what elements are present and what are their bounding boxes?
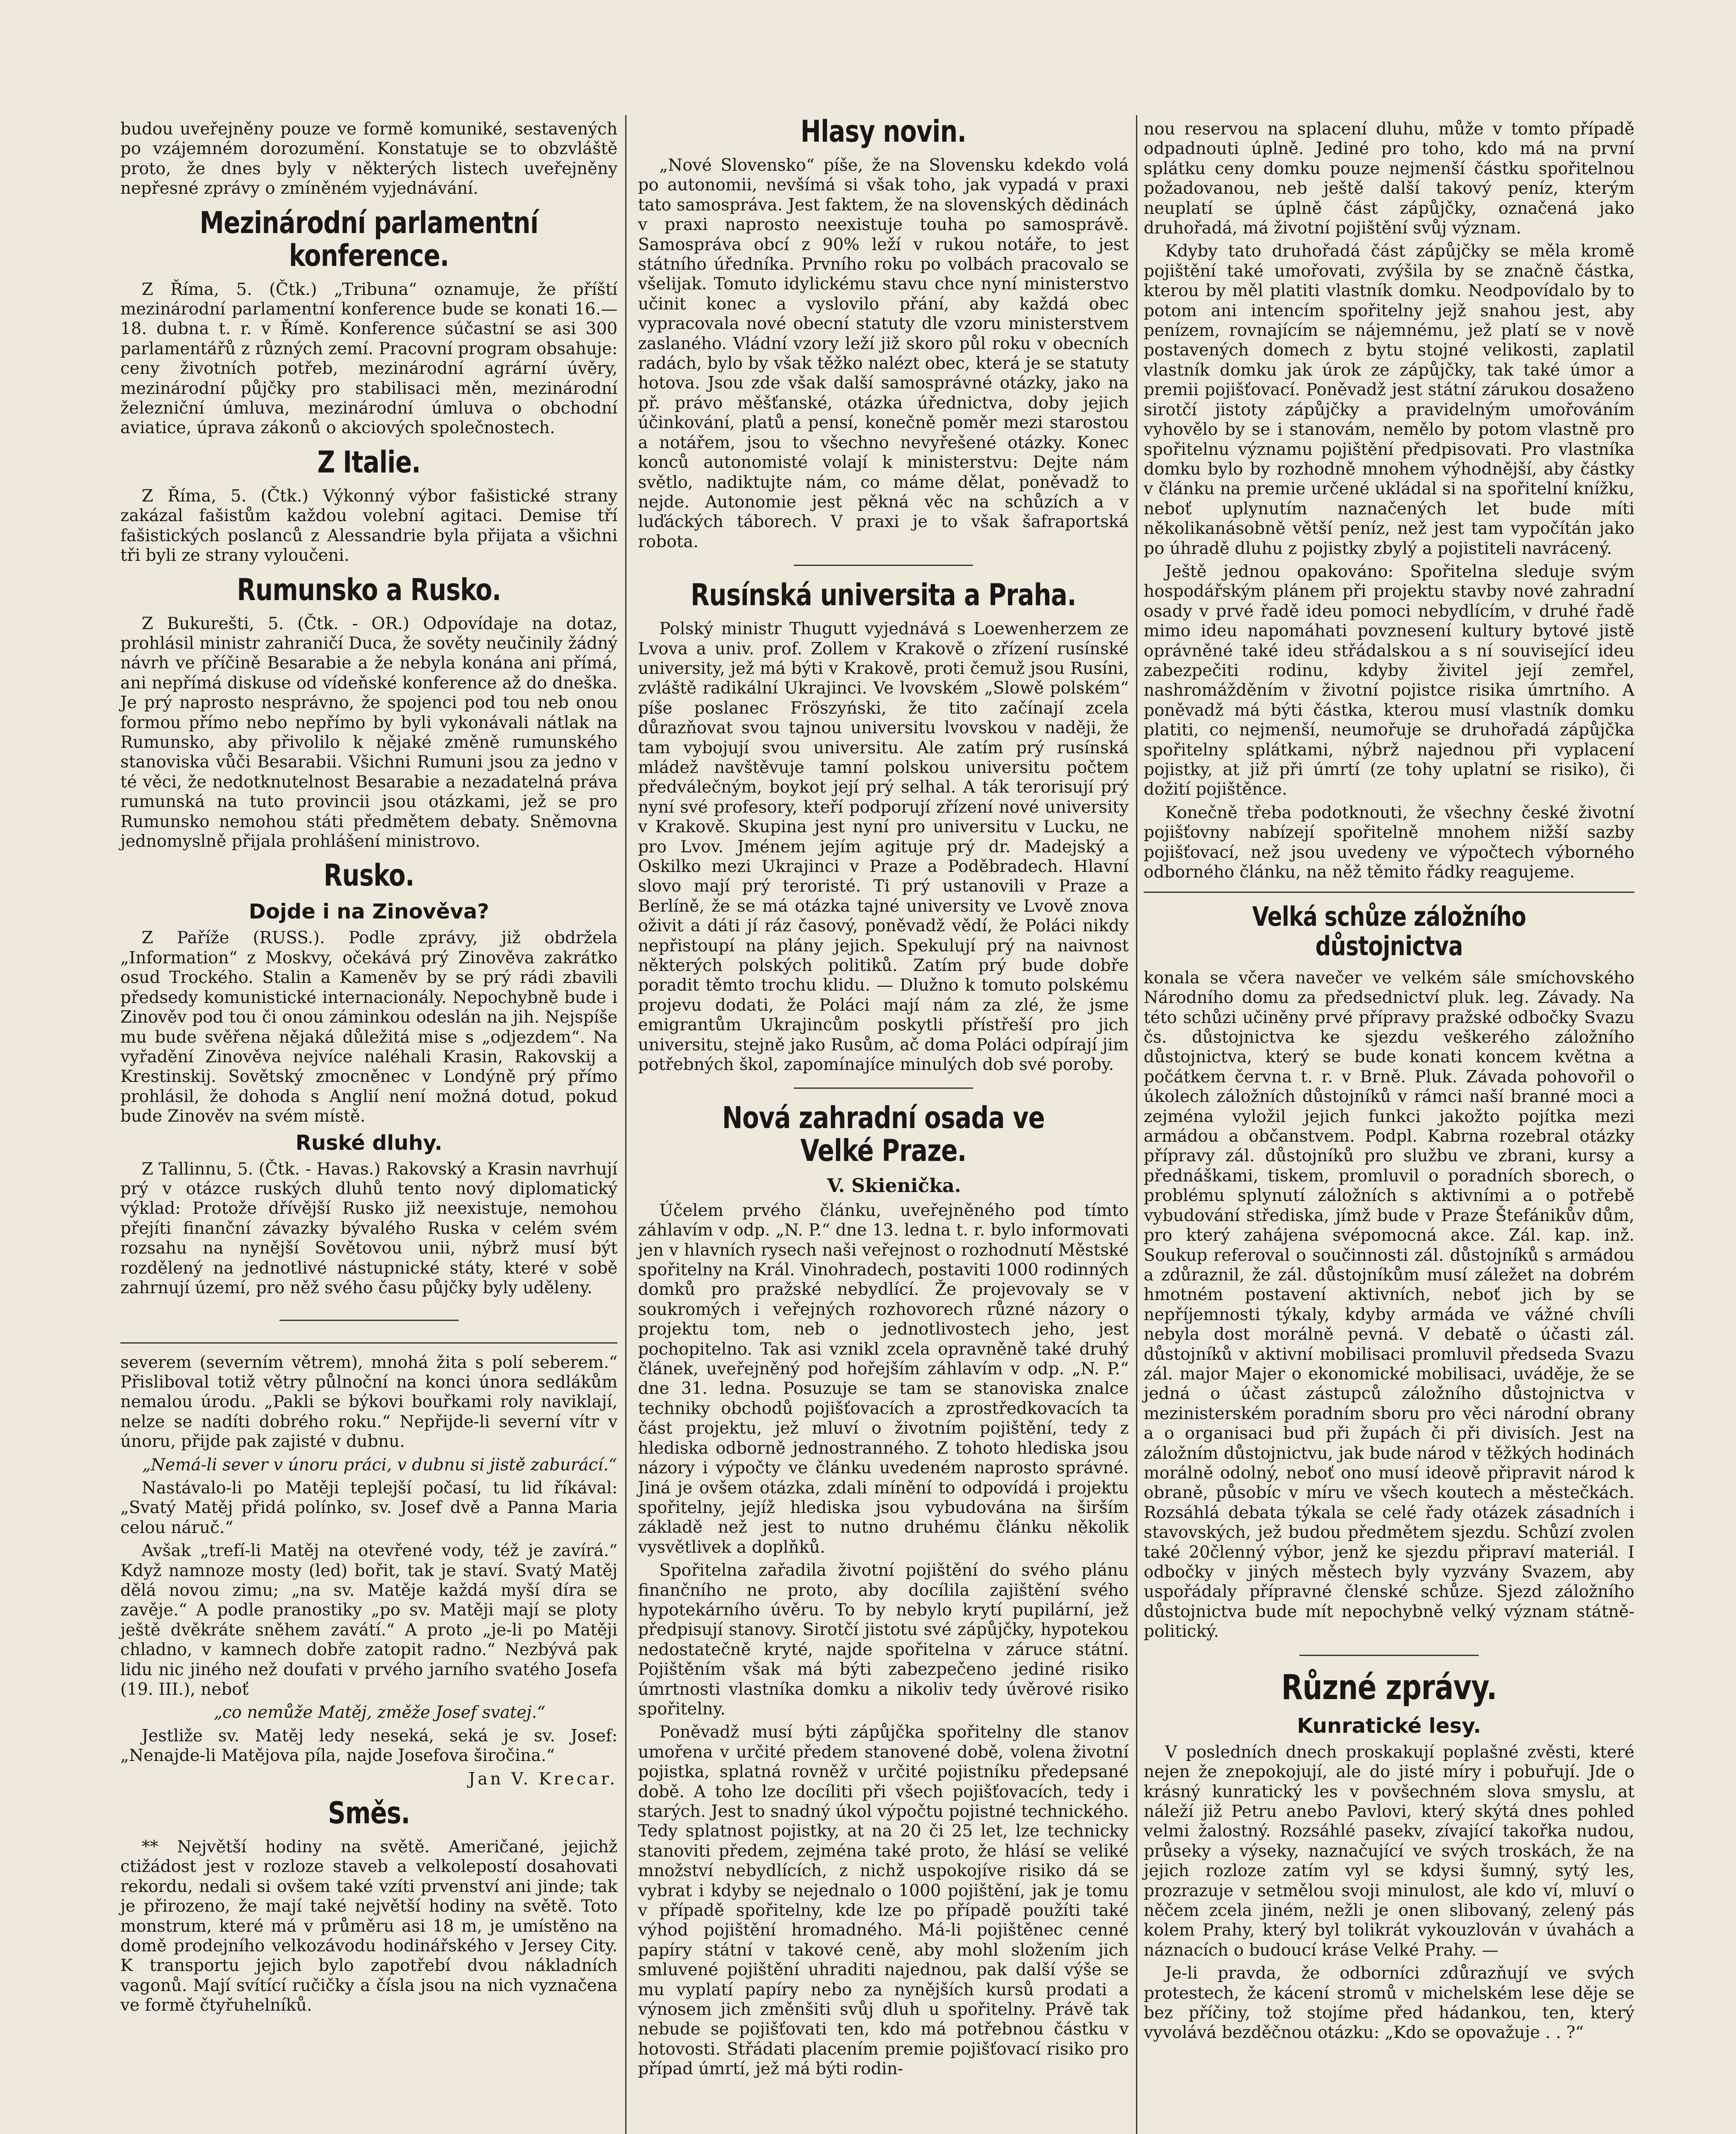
reserve-officers-article: konala se včera navečer ve velkém sále smíchovského Národního domu za předsednictví pluk. leg. Závady. Na této schůzi učiněny prvé přípravy pražské odbočky Svazu čs. důstojnictva ke sjezdu veškerého záložního důstojnictva, který se bude konati koncem května a počátkem června t. r. v Brně. Pluk. Závada pohovořil o úkolech záložních důstojníků v rámci naší branné moci a zejména vyložil jejich funkci jakožto pojítka mezi armádou a občanstvem. Podpl. Kabrna rozebral otázky přípravy zál. důstojníků pro službu ve zbrani, kursy a přednáškami, tiskem, promluvil o poradních sborech, o problému splynutí záložních s aktivními a o potřebě vybudování střediska, jímž bude v Praze Štefánikův dům, pro který zahájena svépomocná akce. Zál. kap. inž. Soukup referoval o součinnosti zál. důstojníků s armádou a zdůraznil, že zál. důstojníkům musí záležet na dobrém hmotném postavení aktivních, neboť jich by se nepříjemnosti týkaly, kdyby armáda ve vážné chvíli nebyla dost morálně pevná. V debatě o účasti zál. důstojníků v aktivní mobilisaci promluvil předseda Svazu zál. major Majer o ekonomické mobilisaci, uváděje, že se jedná o účast zástupců záložního důstojnictva v mezinisterském poradním sboru pro věci národní obrany a o organisaci bud při župách či při divisích. Jest na záložním důstojnictvu, jak bude národ v těžkých hodinách morálně odolný, neboť ono musí ideově připravit národ k obraně, působíc v míru ve všech koutech a městečkách. Rozsáhlá debata týkala se celé řady otázek zásadních i stavovských, jež budou předmětem sjezdu. Schůzí zvolen také 20členný výbor, jenž ke sjezdu připraví materiál. I odbočky v jiných městech byly vyzvány Svazem, aby uspořádaly přípravné členské schůze. Sjezd záložního důstojnictva bude mít nepochybně velký význam státně-politický. — [1144, 968, 1634, 1641]
kunratice-forest-paragraph: V posledních dnech proskakují poplašné zvěsti, které nejen že znepokojují, ale do jisté míry i pobuřují. Jde o krásný kunratický les v povšechném slova smyslu, at náleží již Petru anebo Pavlovi, který skýtá dnes pohled velmi žalostný. Rozsáhlé pasekv, zívající takořka nudou, průseky a výseky, naznačující ve svých troskách, že na jejich rozloze zatím vyl se kdysi šumný, sytý les, prozrazuje v setmělou svoji minulost, ale kdo ví, mluví o něčem zcela jiném, nežli je onen slibovaný, zelený pás kolem Prahy, který byl tolikrát vykouzlován v úvahách a náznacích o budoucí kráse Velké Prahy. — — [1144, 1742, 1634, 1960]
matej-paragraph: severem (severním větrem), mnohá žita s polí seberem.“ Přisliboval totiž větry půlnoční na konci února sedlákům nemalou úrodu. „Pakli se býkovi bouřkami roly naviklají, nelze se nadíti dobrého roku.“ Nepřijde-li severní vítr v únoru, přijde pak zajisté v dubnu. — [120, 1353, 618, 1452]
reserve-officers-headline: Velká schůze záložního důstojnictva — [1252, 901, 1526, 962]
column-divider — [1136, 115, 1137, 2134]
rusin-university-headline: Rusínská universita a Praha. — [690, 577, 1076, 613]
garden-colony-continued: Konečně třeba podotknouti, že všechny české životní pojišťovny nabízejí spořitelně mnohem nižší sazby pojišťovací, než jsou uvedeny ve výpočtech výborného odborného článku, na něž těmito řádky reagujeme. — [1144, 803, 1634, 882]
author-signature: Jan V. Krecar. — [468, 1769, 618, 1789]
press-voices-article: „Nové Slovensko“ píše, že na Slovensku kdekdo volá po autonomii, nevšímá si však toho, jak vypadá v praxi tato samospráva. Jest faktem, že na slovenských dědinách v praxi naprosto neexistuje touha po samosprávě. Samospráva obcí z 90% leží v rukou notáře, to jest státního úředníka. Prvního roku po volbách pracovalo se všelijak. Tomuto idylickému stavu chce nyní ministerstvo učinit konec a vyslovilo přání, aby každá obec vypracovala nové obecní statuty dle vzoru ministerstvem zaslaného. Vládní vzory leží již skoro půl roku v obecních radách, bylo by však těžko nalézt obec, která je se statuty hotova. Jsou zde však další samosprávné otázky, jako na př. právo měšťanské, otázka úřednictva, doby jejich účinkování, platů a pensí, konečně poměr mezi starostou a notářem, jsou to všechno nevyřešené otázky. Konec konců autonomisté volají k ministerstvu: Dejte nám světlo, nadiktujte nám, co máme dělat, poněvadž to nejde. Autonomie jest pěkná věc na schůzích a v luďáckých táborech. V praxi je to však šafraportská robota. — [638, 156, 1129, 551]
zinovev-subheadline: Dojde i na Zinověva? — [248, 900, 489, 924]
section-divider — [794, 565, 973, 566]
conference-article: Z Říma, 5. (Čtk.) „Tribuna“ oznamuje, že příští mezinárodní parlamentní konference bude se konati 16.—18. dubna t. r. v Římě. Konference súčastní se asi 300 parlamentářů z různých zemí. Pracovní program obsahuje: ceny životních potřeb, mezinárodní agrární úvěry, mezinárodní půjčky pro stabilisaci měn, mezinárodní železniční úmluva, mezinárodní úmluva o obchodní aviatice, úprava zákonů o akciových společnostech. — [120, 280, 618, 438]
conference-headline: Mezinárodní parlamentní konference. — [199, 205, 539, 273]
kunratice-forest-subheadline: Kunratické lesy. — [1297, 1714, 1481, 1738]
garden-colony-paragraph: Spořitelna zařadila životní pojištění do svého plánu finančního ne proto, aby docílila zajištění svého hypotekárního úvěru. To by nebylo krytí pupilární, jež předpisují stanovy. Sirotčí jistotu své zápůjčky, hypotekou nedostatečně kryté, najde spořitelna v záruce státní. Pojištěním však má býti zabezpečeno jediné risiko úmrtnosti vlastníka domku a nikoliv tedy úvěrové risiko spořitelny. — [638, 1561, 1129, 1719]
rusin-university-article: Polský ministr Thugutt vyjednává s Loewenherzem ze Lvova a univ. prof. Zollem v Krakově o zřízení rusínské university, jež má býti v Krakově, proti čemuž jsou Rusíni, zvláště radikální Ukrajinci. Ve lvovském „Slowě polském“ píše poslanec Fröszyński, že tito začínají zcela důrazňovat svou tajnou universitu lvovskou v naději, že tam vybojují svou universitu. Ale zatím prý rusínská mládež navštěvuje tamní polskou universitu počtem předválečným, boykot její prý selhal. A ták terorisují prý nyní své profesory, kteří podporují zřízení nové university v Krakově. Skupina jest nyní pro universitu v Lucku, ne pro Lvov. Jménem jejím agituje prý dr. Madejský a Oskilko mezi Ukrajinci v Praze a Poděbradech. Hlavní slovo mají prý teroristé. Ti prý ustanovili v Praze a Berlíně, že se má otázka tajné university ve Lvově znova oživit a dáti jí ráz časový, poněvadž vědí, že Poláci nikdy nepřistoupí na plány jejich. Spekulují prý na naivnost některých polských politiků. Zatím prý bude dobře poradit těmto trochu klidu. — Dlužno k tomuto polskému projevu dodati, že Poláci mají nám za zlé, že jsme emigrantům Ukrajincům poskytli přístřeší pro jich universitu, stejně jako Rusům, ač doma Poláci odpírají jim potřebných škol, zapomínajíce minulých dob své poroby. — [638, 619, 1129, 1075]
kunratice-forest-paragraph: Je-li pravda, že odborníci zdůrazňují ve svých protestech, že kácení stromů v michelském lese děje se bez příčiny, tož stojíme před hádankou, ten, který vyvolává bezděčnou otázku: „Kdo se opovažuje . . ?“ — [1144, 1964, 1634, 2043]
italy-article: Z Říma, 5. (Čtk.) Výkonný výbor fašistické strany zakázal fašistům každou volební agitaci. Demise tří fašistických poslanců z Alessandrie byla přijata a všichni tři byli ze strany vyloučeni. — [120, 486, 618, 566]
zinovev-article: Z Paříže (RUSS.). Podle zprávy, již obdržela „Information“ z Moskvy, očekává prý Zinověva zakrátko osud Trockého. Stalin a Kameněv by se prý rádi zbavili předsedy komunistické internacionály. Nepochybně bude i Zinověv pod tou či onou záminkou odeslán na jih. Nejspíše mu bude svěřena nějaká důležitá mise s „odjezdem“. Na vyřadění Zinověva nejvíce naléhali Krasin, Rakovskij a Krestinskij. Sovětský zmocněnec v Londýně prý přímo prohlásil, že dohoda s Anglií není možná dotud, pokud bude Zinověv na svém místě. — [120, 928, 618, 1126]
garden-colony-paragraph: Poněvadž musí býti zápůjčka spořitelny dle stanov umořena v určité předem stanovené době, volena životní pojistka, splatná rovněž v určité pojistníku předepsané době. A toho lze docíliti při všech pojišťovacích, tedy i starých. Jest to snadný úkol výpočtu pojistné technického. Tedy splatnost pojistky, at na 20 či 25 let, lze technicky stanoviti předem, zejména také proto, že hlásí se veliké množství nebydlících, z nichž uspokojíve risiko dá se vybrat i kdyby se nejednalo o 1000 pojištění, jak je tomu v případě spořitelny, kde lze po případě použíti také výhod pojištění hromadného. Má-li pojištěnec cenné papíry státní v takové ceně, aby mohl složením jich smluvené pojištění uhraditi najednou, pak další výše se mu vyplatí papíry nebo za nynějších kursů prodati a výnosem jich změnšiti svůj dluh u spořitelny. Právě tak nebude se pojišťovati ten, kdo má potřebnou částku v hotovosti. Střádati placením premie pojišťovací risiko pro případ úmrtí, jež má býti rodin- — [638, 1723, 1129, 2079]
matej-paragraph: Avšak „trefí-li Matěj na otevřené vody, též je zavírá.“ Když namnoze mosty (led) bořit, tak je staví. Svatý Matěj dělá novou zimu; „na sv. Matěje každá myší díra se zavěje.“ A podle pranostiky „po sv. Matěji mají se ploty ještě dvěkráte sněhem zavátí.“ A proto „je-li po Matěji chladno, v kamnech dobře zatopit radno.“ Nezbývá pak lidu nic jiného než doufati v prvého jarního svatého Josefa (19. III.), neboť — [120, 1541, 618, 1699]
garden-colony-continued: Ještě jednou opakováno: Spořitelna sleduje svým hospodářským plánem při projektu stavby nové zahradní osady v prvé řadě ideu pomoci nebydlícím, v druhé řadě mimo ideu napomáhati povznesení kultury bytové jistě oprávněné také ideu střádalskou a s ní související ideu zabezpečiti rodinu, kdyby živitel její zemřel, nashromážděním v životní pojistce risika úmrtního. A poněvadž má býti částka, kterou musí vlastník domku platiti, co nejmenší, neumořuje se druhořadá zápůjčka spořitelny splátkami, nýbrž najednou při vyplacení pojistky, at již při úmrtí (ze tohy uplatní se risiko), či dožití pojištěnce. — [1144, 562, 1634, 799]
matej-paragraph: Jestliže sv. Matěj ledy neseká, seká je sv. Josef: „Nenajde-li Matějova píla, najde Josefova širočina.“ — [120, 1726, 618, 1766]
column-middle — [638, 115, 1129, 2083]
section-divider — [1144, 892, 1634, 893]
garden-colony-headline: Nová zahradní osada ve Velké Praze. — [722, 1100, 1045, 1169]
column-divider — [625, 115, 626, 2134]
misc-news-headline: Různé zprávy. — [1281, 1667, 1497, 1707]
smes-headline: Směs. — [328, 1796, 410, 1831]
russian-debts-article: Z Tallinnu, 5. (Čtk. - Havas.) Rakovský a Krasin navrhují prý v otázce ruských dluhů tento nový diplomatický výklad: Protože dřívější Rusko již neexistuje, nemohou přejíti finanční závazky bývalého Ruska v celém svém rozsahu na nynější Sovětovou unii, nýbrž musí být rozdělený na jednotlivé nástupnické státy, které v sobě zahrnují území, pro něž svého času půjčky byly uděleny. — [120, 1159, 618, 1298]
garden-colony-paragraph: Účelem prvého článku, uveřejněného pod tímto záhlavím v odp. „N. P.“ dne 13. ledna t. r. bylo informovati jen v hlavních rysech naši veřejnost o rozhodnutí Městské spořitelny na Král. Vinohradech, postaviti 1000 rodinných domků pro pražské nebydlící. Že projevovaly se v soukromých i veřejných rozhovorech různé názory o projektu tom, neb o jednotlivostech jeho, jest pochopitelno. Tak asi vznikl zcela opravněně také druhý článek, uveřejněný pod hořejším záhlavím v odp. „N. P.“ dne 31. ledna. Posuzuje se tam se stanoviska znalce techniky obchodů pojišťovacích a zprostředkovacích ta část projektu, jež mluví o životním pojištění, tedy z hlediska odborně jednostranného. Z tohoto hlediska jsou názory i výpočty ve článku uvedeném naprosto správné. Jiná je ovšem otázka, zdali mínění to odpovídá i projektu spořitelny, jejíž hlediska jsou vybudována na širším základě než jest to nutno druhému článku několik vysvětlivek a doplňků. — [638, 1201, 1129, 1557]
garden-colony-continued: Kdyby tato druhořadá část zápůjčky se měla kromě pojištění také umořovati, zvýšila by se značně částka, kterou by měl platiti vlastník domku. Neodpovídalo by to potom ani intencím spořitelny jejž snahou jest, aby penízem, rovnajícím se nájemnému, jež platí se v nově postavených domech z bytu stojné velikosti, zaplatil vlastník domku jak úrok ze zápůjčky, tak také úmor a premii pojišťovací. Poněvadž jest státní zárukou dosaženo sirotčí jistoty zápůjčky a pravidelným umořováním vyhovělo by se i stanovám, nemělo by potom vlastně pro spořitelnu významu pojištění předpisovati. Pro vlastníka domku bylo by rozhodně mnohem výhodnější, aby částky v článku na premie určené ukládal si na spořitelní knížku, neboť uplynutím naznačených let bude míti několikanásobně větší peníz, než jest tam vypočítán jako po úhradě dluhu z pojistky zbylý a pojistiteli navrácený. — [1144, 242, 1634, 558]
garden-colony-author: V. Skienička. — [827, 1175, 961, 1197]
matej-verse: „co nemůže Matěj, změže Josef svatej.“ — [213, 1703, 546, 1723]
italy-headline: Z Italie. — [317, 444, 421, 480]
section-divider — [794, 1087, 973, 1089]
matej-verse: „Nemá-li sever v únoru práci, v dubnu si jistě zaburácí.“ — [142, 1455, 617, 1475]
intro-paragraph: budou uveřejněny pouze ve formě komuniké, sestavených po vzájemném dorozumění. Konstatuje se to obzvláště proto, že dnes byly v některých listech uveřejněny nepřesné zprávy o zmíněném vyjednávání. — [120, 120, 618, 198]
matej-paragraph: Nastávalo-li po Matěji teplejší počasí, tu lid říkával: „Svatý Matěj přidá polínko, sv. Josef dvě a Panna Maria celou náruč.“ — [120, 1478, 618, 1537]
russian-debts-subheadline: Ruské dluhy. — [295, 1131, 443, 1155]
russia-headline: Rusko. — [323, 858, 414, 893]
press-voices-headline: Hlasy novin. — [800, 114, 967, 149]
section-divider — [120, 1342, 618, 1344]
section-divider — [1299, 1655, 1479, 1656]
column-right — [1144, 120, 1634, 2047]
clock-article: ** Největší hodiny na světě. Američané, jejichž ctižádost jest v rozloze staveb a velkolepostí dosahovati rekordu, nedali si ovšem také vzíti prvenství ani jinde; tak je přirozeno, že mají také největší hodiny na světě. Toto monstrum, které má v průměru asi 18 m, je umístěno na domě prodejního velkozávodu hodinářského v Jersey City. K transportu jejich bylo zapotřebí dvou nákladních vagonů. Mají svítící ručičky a čísla jsou na nich vyznačena ve formě čtyřuhelníků. — [120, 1837, 618, 2015]
column-left — [120, 120, 618, 2019]
romania-russia-article: Z Bukurešti, 5. (Čtk. - OR.) Odpovídaje na dotaz, prohlásil ministr zahraničí Duca, že sověty neučinily žádný návrh ve příčině Besarabie a že nebyla konána ani přímá, ani nepřímá diskuse od vídeňské konference až do dneška. Je prý naprosto nesprávno, že spojenci pod tou neb onou formou přímo nebo nepřímo by byli vykonávali nátlak na Rumunsko, aby přivolilo k nějaké změně rumunského stanoviska vůči Besarabii. Všichni Rumuni jsou za jedno v té věci, že nedotknutelnost Besarabie a nezadatelná práva rumunská na tuto provincii jsou otázkami, jež se pro Rumunsko nemohou státi předmětem debaty. Sněmovna jednomyslně přijala prohlášení ministrovo. — [120, 614, 618, 851]
section-divider — [280, 1320, 459, 1321]
romania-russia-headline: Rumunsko a Rusko. — [237, 572, 501, 607]
garden-colony-continued: nou reservou na splacení dluhu, může v tomto případě odpadnouti úplně. Jediné pro toho, kdo má na první splátku ceny domku pouze nejmenší částku spořitelnou požadovanou, neb ještě další takový peníz, kterým neuplatí se úplně část zápůjčky, označená jako druhořadá, má životní pojištění svůj význam. — [1144, 120, 1634, 238]
